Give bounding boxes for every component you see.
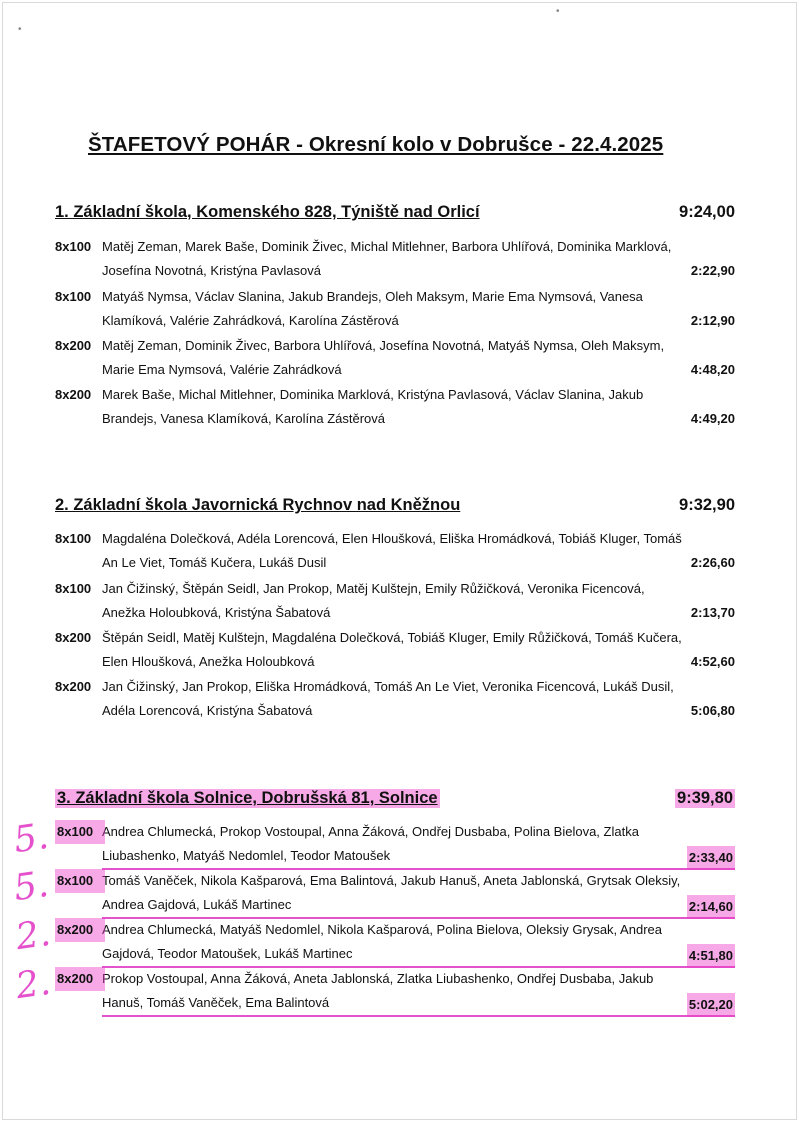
relay-distance: 8x100 (55, 531, 92, 546)
relay-team: Andrea Chlumecká, Prokop Vostoupal, Anna Žáková, Ondřej Dusbaba, Polina Bielova, Zlatka Liubashenko, Matyáš Nedomlel, Teodor Matoušek (102, 820, 735, 870)
relay-team: Magdaléna Dolečková, Adéla Lorencová, Elen Hloušková, Eliška Hromádková, Tobiáš Kluger, Tomáš An Le Viet, Tomáš Kučera, Lukáš Dusil (102, 531, 682, 570)
relay-row (55, 820, 735, 870)
relay-team: Prokop Vostoupal, Anna Žáková, Aneta Jablonská, Zlatka Liubashenko, Ondřej Dusbaba, Jakub Hanuš, Tomáš Vaněček, Ema Balintová (102, 967, 735, 1017)
relay-distance: 8x200 (55, 967, 105, 991)
relay-row (55, 675, 735, 723)
relay-row (55, 626, 735, 674)
relay-distance: 8x200 (55, 387, 92, 402)
school-total-time: 9:39,80 (677, 789, 733, 807)
relay-row (55, 383, 735, 431)
relay-team: Marek Baše, Michal Mitlehner, Dominika Marklová, Kristýna Pavlasová, Václav Slanina, Jakub Brandejs, Vanesa Klamíková, Karolína Zástěrová (102, 387, 644, 426)
relay-time: 2:12,90 (690, 313, 735, 328)
school-total-time: 9:24,00 (679, 203, 735, 221)
school-total-time: 9:32,90 (679, 496, 735, 514)
relay-distance: 8x200 (55, 679, 92, 694)
relay-time: 5:06,80 (690, 703, 735, 718)
relay-distance: 8x100 (55, 239, 92, 254)
relay-row (55, 285, 735, 333)
relay-time: 5:02,20 (687, 993, 735, 1017)
scan-speck: • (556, 6, 560, 17)
relay-row (55, 918, 735, 968)
relay-distance: 8x100 (55, 581, 92, 596)
school-name: 2. Základní škola Javornická Rychnov nad Kněžnou (55, 496, 461, 514)
relay-distance: 8x100 (55, 289, 92, 304)
relay-time: 4:49,20 (690, 411, 735, 426)
handwritten-mark: 2. (13, 961, 54, 1008)
relay-distance: 8x100 (55, 869, 105, 893)
document-title: ŠTAFETOVÝ POHÁR - Okresní kolo v Dobrušce - 22.4.2025 (88, 133, 664, 156)
relay-team: Jan Čižinský, Jan Prokop, Eliška Hromádková, Tomáš An Le Viet, Veronika Ficencová, Lukáš Dusil, Adéla Lorencová, Kristýna Šabatová (102, 679, 674, 718)
relay-row (55, 235, 735, 283)
relay-team: Matěj Zeman, Marek Baše, Dominik Živec, Michal Mitlehner, Barbora Uhlířová, Dominika Marklová, Josefína Novotná, Kristýna Pavlasová (102, 239, 672, 278)
relay-row (55, 967, 735, 1017)
relay-time: 4:48,20 (690, 362, 735, 377)
relay-distance: 8x200 (55, 918, 105, 942)
relay-row (55, 334, 735, 382)
relay-team: Tomáš Vaněček, Nikola Kašparová, Ema Balintová, Jakub Hanuš, Aneta Jablonská, Grytsak Oleksiy, Andrea Gajdová, Lukáš Martinec (102, 869, 735, 919)
relay-distance: 8x100 (55, 820, 105, 844)
handwritten-mark: 2. (13, 912, 54, 959)
relay-team: Matyáš Nymsa, Václav Slanina, Jakub Brandejs, Oleh Maksym, Marie Ema Nymsová, Vanesa Klamíková, Valérie Zahrádková, Karolína Zástěrová (102, 289, 643, 328)
scan-speck: • (18, 24, 22, 35)
handwritten-mark: 5. (11, 863, 52, 910)
relay-time: 2:26,60 (690, 555, 735, 570)
school-header (55, 496, 735, 518)
relay-row (55, 527, 735, 575)
relay-time: 4:52,60 (690, 654, 735, 669)
relay-team: Matěj Zeman, Dominik Živec, Barbora Uhlířová, Josefína Novotná, Matyáš Nymsa, Oleh Maksym, Marie Ema Nymsová, Valérie Zahrádková (102, 338, 665, 377)
relay-row (55, 577, 735, 625)
relay-team: Andrea Chlumecká, Matyáš Nedomlel, Nikola Kašparová, Polina Bielova, Oleksiy Grysak, Andrea Gajdová, Teodor Matoušek, Lukáš Martinec (102, 918, 735, 968)
relay-time: 2:33,40 (687, 846, 735, 870)
relay-distance: 8x200 (55, 338, 92, 353)
school-header (55, 789, 735, 811)
relay-row (55, 869, 735, 919)
school-name: 1. Základní škola, Komenského 828, Týniště nad Orlicí (55, 203, 480, 221)
school-name: 3. Základní škola Solnice, Dobrušská 81, Solnice (57, 789, 438, 807)
school-header (55, 203, 735, 225)
relay-distance: 8x200 (55, 630, 92, 645)
relay-time: 2:14,60 (687, 895, 735, 919)
relay-time: 2:13,70 (690, 605, 735, 620)
relay-time: 2:22,90 (690, 263, 735, 278)
relay-time: 4:51,80 (687, 944, 735, 968)
relay-team: Štěpán Seidl, Matěj Kulštejn, Magdaléna Dolečková, Tobiáš Kluger, Emily Růžičková, Tomáš Kučera, Elen Hloušková, Anežka Holoubková (102, 630, 682, 669)
handwritten-mark: 5. (11, 815, 52, 862)
relay-team: Jan Čižinský, Štěpán Seidl, Jan Prokop, Matěj Kulštejn, Emily Růžičková, Veronika Ficencová, Anežka Holoubková, Kristýna Šabatová (102, 581, 645, 620)
